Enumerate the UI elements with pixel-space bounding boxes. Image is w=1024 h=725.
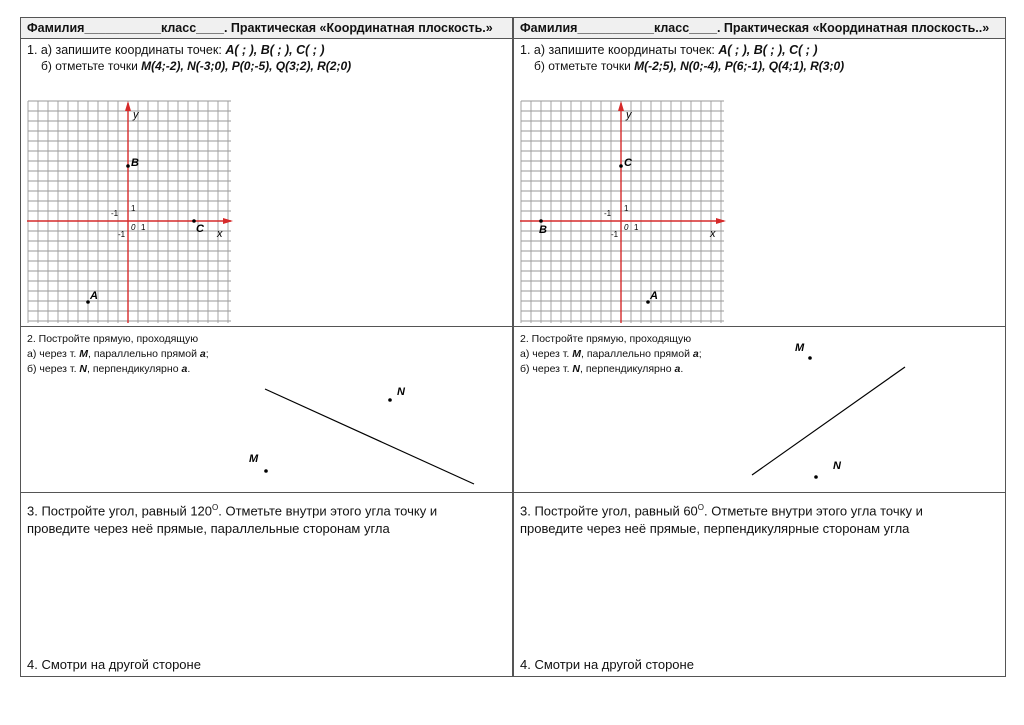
task1-b-points: M(4;-2), N(-3;0), P(0;-5), Q(3;2), R(2;0): [141, 59, 352, 73]
point-N: [814, 475, 818, 479]
y-axis-label: y: [626, 109, 632, 121]
task4-text: 4. Смотри на другой стороне: [27, 657, 201, 672]
task2-line2-b: , параллельно прямой: [580, 348, 693, 360]
task1-cell-right: [513, 38, 1006, 327]
task2-line3-end: .: [680, 363, 684, 375]
header-title: Фамилия___________класс____. Практическая «Координатная плоскость.»: [27, 21, 493, 35]
task2-line2-a: а) через т.: [27, 348, 80, 360]
point-N-label: N: [833, 460, 841, 472]
task1-b: [534, 59, 844, 73]
task2-line3-N: N: [79, 363, 87, 375]
task2-line3-line: а: [674, 363, 681, 375]
tick-x-neg1: -1: [111, 209, 119, 218]
task1-a: [27, 43, 325, 57]
coordinate-grid: [27, 99, 233, 324]
task3-text: [27, 499, 487, 538]
line-a: [752, 367, 905, 475]
task3-text: [520, 499, 980, 538]
task2-line3-b: , перпендикулярно: [580, 363, 675, 375]
task3-before: 3. Постройте угол, равный 60: [520, 503, 698, 519]
line-a: [265, 389, 474, 484]
worksheet: [20, 17, 1006, 677]
task2-line2-a: а) через т.: [520, 348, 573, 360]
task3-cell-left: [20, 492, 513, 677]
left-variant: [20, 17, 513, 677]
y-axis-label: y: [133, 109, 139, 121]
task2-line3-end: .: [187, 363, 191, 375]
point-A-label: A: [650, 290, 658, 302]
header-title: Фамилия___________класс____. Практическая «Координатная плоскость..»: [520, 21, 990, 35]
x-axis-label: x: [217, 228, 223, 240]
tick-y-neg1: -1: [118, 230, 126, 239]
task2-cell-right: [513, 326, 1006, 493]
header-cell-left: [20, 17, 513, 39]
point-N-label: N: [397, 386, 405, 398]
task1-b: [41, 59, 351, 73]
task2-line2-M: M: [79, 348, 88, 360]
origin-label: 0: [624, 223, 629, 232]
task2-line2-b: , параллельно прямой: [87, 348, 200, 360]
task1-b-text: б) отметьте точки: [41, 59, 142, 73]
degree-mark: О: [212, 503, 219, 512]
tick-y-1: 1: [131, 204, 136, 213]
task2-line2-line: а: [199, 348, 206, 360]
y-axis-arrow: [125, 101, 131, 111]
point-M-label: M: [795, 342, 805, 354]
degree-mark: О: [697, 503, 705, 512]
point-B-label: B: [131, 157, 139, 169]
task2-line2-end: ;: [205, 348, 209, 360]
task2-line1: 2. Постройте прямую, проходящую: [520, 333, 692, 345]
task2-drawing: [21, 327, 514, 494]
tick-y-neg1: -1: [611, 230, 619, 239]
point-C-label: C: [624, 157, 632, 169]
point-B-label: B: [539, 224, 547, 236]
grid-lines: [521, 101, 724, 323]
task2-line2-M: M: [572, 348, 581, 360]
header-cell-right: [513, 17, 1006, 39]
task3-after: . Отметьте внутри этого угла точку и проведите через неё прямые, параллельные сторонам угла: [27, 503, 438, 537]
grid-lines: [28, 101, 231, 323]
tick-x-1: 1: [141, 223, 146, 232]
point-C: [619, 164, 623, 168]
point-B: [126, 164, 130, 168]
tick-x-neg1: -1: [604, 209, 612, 218]
task2-drawing: [514, 327, 1007, 494]
task1-a-points: А( ; ), B( ; ), C( ; ): [718, 43, 818, 57]
task2-line1: 2. Постройте прямую, проходящую: [27, 333, 199, 345]
task2-line2-line: а: [692, 348, 699, 360]
task1-cell-left: [20, 38, 513, 327]
point-M: [808, 356, 812, 360]
tick-y-1: 1: [624, 204, 629, 213]
task2-line2-end: ;: [698, 348, 702, 360]
task1-b-points: M(-2;5), N(0;-4), P(6;-1), Q(4;1), R(3;0): [634, 59, 845, 73]
task1-a-text: 1. а) запишите координаты точек:: [27, 43, 226, 57]
task2-cell-left: [20, 326, 513, 493]
x-axis-label: x: [710, 228, 716, 240]
tick-x-1: 1: [634, 223, 639, 232]
task4-text: 4. Смотри на другой стороне: [520, 657, 694, 672]
task1-b-text: б) отметьте точки: [534, 59, 635, 73]
right-variant: [513, 17, 1006, 677]
coordinate-grid: [520, 99, 726, 324]
point-C-label: C: [196, 223, 204, 235]
task2-line3-a: б) через т.: [520, 363, 573, 375]
task3-before: 3. Постройте угол, равный 120: [27, 503, 213, 519]
task1-a-points: А( ; ), B( ; ), C( ; ): [225, 43, 325, 57]
task2-line3-line: а: [181, 363, 188, 375]
point-N: [388, 398, 392, 402]
origin-label: 0: [131, 223, 136, 232]
task2-line3-a: б) через т.: [27, 363, 80, 375]
task1-a: [520, 43, 818, 57]
task2-line3-N: N: [572, 363, 580, 375]
point-B: [539, 219, 543, 223]
task1-a-text: 1. а) запишите координаты точек:: [520, 43, 719, 57]
point-A-label: A: [90, 290, 98, 302]
task3-after: . Отметьте внутри этого угла точку и проведите через неё прямые, перпендикулярные сторонам угла: [520, 503, 923, 537]
task2-line3-b: , перпендикулярно: [87, 363, 182, 375]
point-M-label: M: [249, 453, 259, 465]
point-M: [264, 469, 268, 473]
y-axis-arrow: [618, 101, 624, 111]
task3-cell-right: [513, 492, 1006, 677]
